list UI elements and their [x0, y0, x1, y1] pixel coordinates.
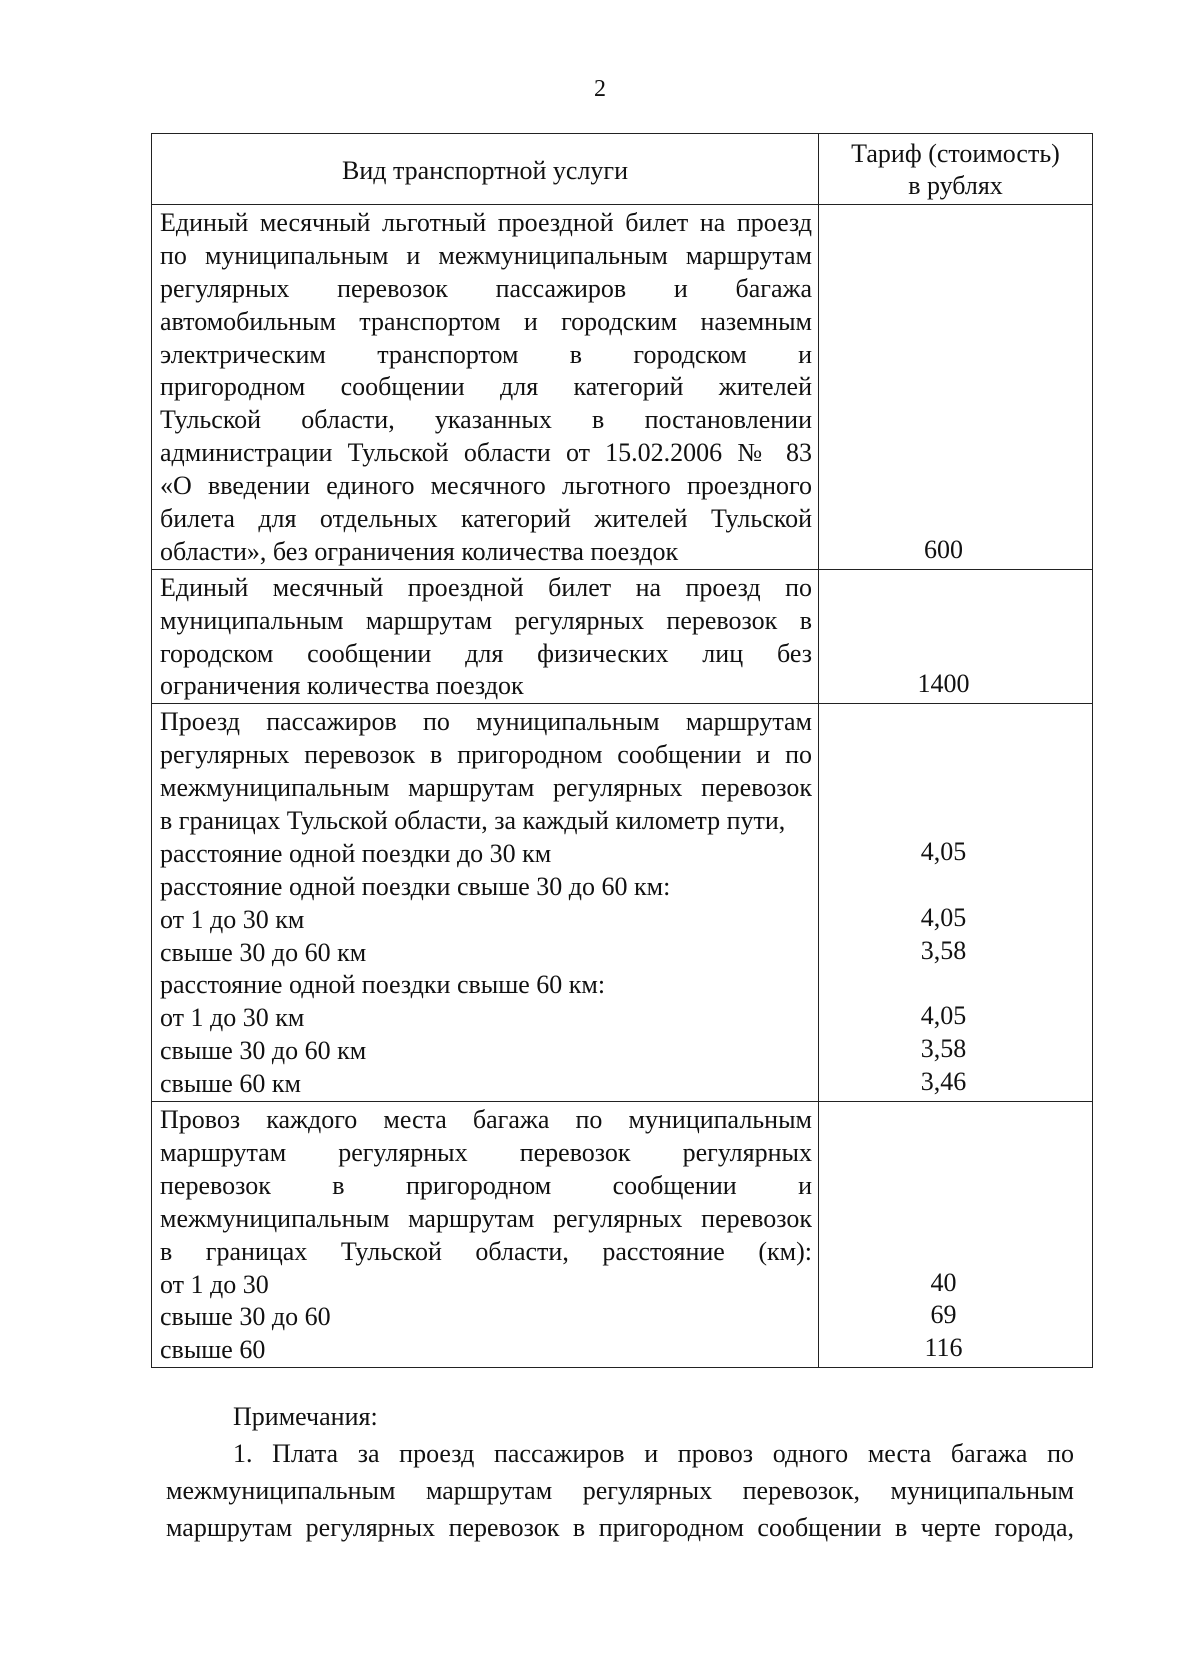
service-cell — [152, 1102, 819, 1368]
tariff-value — [819, 967, 1092, 1000]
service-line: по муниципальным и межмуниципальным маршрутам — [160, 240, 812, 270]
note-line: 1. Плата за проезд пассажиров и провоз одного места багажа по — [233, 1439, 1074, 1468]
tariff-value — [819, 271, 1092, 304]
tariff-value — [819, 869, 1092, 902]
service-line: пригородном сообщении для категорий жителей — [160, 372, 812, 402]
service-line: свыше 30 до 60 км — [160, 1036, 367, 1066]
tariff-value — [819, 603, 1092, 636]
service-line: от 1 до 30 км — [160, 904, 305, 934]
tariff-value: 3,46 — [920, 1067, 967, 1097]
service-line: перевозок в пригородном сообщении и — [160, 1170, 812, 1200]
tariff-table — [151, 133, 1093, 1368]
service-line: свыше 60 км — [160, 1069, 301, 1099]
service-line: автомобильным транспортом и городским наземным — [160, 306, 812, 336]
service-line: билета для отдельных категорий жителей Тульской — [160, 504, 812, 534]
notes-section — [166, 1398, 1074, 1546]
tariff-value — [819, 304, 1092, 337]
service-line: «О введении единого месячного льготного проездного — [160, 471, 812, 501]
service-line: в границах Тульской области, расстояние (км): — [160, 1236, 812, 1266]
service-line: Единый месячный проездной билет на проезд по — [160, 572, 812, 602]
service-line: Единый месячный льготный проездной билет на проезд — [160, 208, 812, 237]
service-line: расстояние одной поездки до 30 км — [160, 838, 552, 868]
tariff-value: 69 — [930, 1300, 957, 1330]
tariff-value: 1400 — [917, 669, 970, 699]
service-line: от 1 до 30 — [160, 1269, 269, 1299]
service-line: Провоз каждого места багажа по муниципальным — [160, 1105, 812, 1135]
tariff-value — [819, 402, 1092, 435]
service-line: администрации Тульской области от 15.02.2006 № 83 — [160, 438, 812, 468]
tariff-value — [819, 337, 1092, 370]
page-number: 2 — [594, 76, 606, 102]
tariff-value: 3,58 — [920, 1034, 967, 1064]
tariff-cell — [819, 205, 1093, 570]
tariff-value — [819, 1102, 1092, 1135]
tariff-value — [819, 803, 1092, 836]
service-line: свыше 30 до 60 км — [160, 937, 367, 967]
header-service: Вид транспортной услуги — [152, 134, 819, 205]
tariff-cell — [819, 1102, 1093, 1368]
tariff-value — [819, 704, 1092, 737]
service-line: свыше 60 — [160, 1335, 266, 1365]
tariff-value: 4,05 — [920, 1001, 967, 1031]
service-line: электрическим транспортом в городском и — [160, 339, 812, 369]
tariff-value — [819, 770, 1092, 803]
service-line: свыше 30 до 60 — [160, 1302, 331, 1332]
tariff-cell — [819, 569, 1093, 704]
header-tariff — [819, 134, 1093, 205]
tariff-value — [819, 435, 1092, 468]
header-tariff-line: Тариф (стоимость) — [851, 139, 1060, 168]
tariff-value — [819, 501, 1092, 534]
service-line: Тульской области, указанных в постановлении — [160, 405, 812, 435]
service-cell — [152, 704, 819, 1102]
tariff-value — [819, 369, 1092, 402]
note-line: межмуниципальным маршрутам регулярных перевозок, муниципальным — [166, 1476, 1074, 1505]
note-line: маршрутам регулярных перевозок в пригородном сообщении в черте города, — [166, 1513, 1074, 1542]
tariff-value — [819, 1201, 1092, 1234]
tariff-value — [819, 636, 1092, 669]
service-line: городском сообщении для физических лиц без — [160, 638, 812, 668]
tariff-value — [819, 1135, 1092, 1168]
service-line: ограничения количества поездок — [160, 671, 524, 701]
service-cell — [152, 205, 819, 570]
tariff-value: 40 — [930, 1267, 957, 1297]
service-line: межмуниципальным маршрутам регулярных перевозок — [160, 773, 812, 803]
tariff-value — [819, 1234, 1092, 1267]
service-line: межмуниципальным маршрутам регулярных перевозок — [160, 1203, 812, 1233]
notes-title: Примечания: — [233, 1402, 378, 1431]
service-line: области», без ограничения количества поездок — [160, 536, 679, 566]
tariff-value — [819, 468, 1092, 501]
tariff-value: 600 — [924, 534, 963, 564]
service-line: расстояние одной поездки свыше 60 км: — [160, 970, 606, 1000]
service-line: от 1 до 30 км — [160, 1003, 305, 1033]
tariff-value: 116 — [924, 1333, 963, 1363]
tariff-value: 3,58 — [920, 935, 967, 965]
service-cell — [152, 569, 819, 704]
tariff-value — [819, 238, 1092, 271]
tariff-cell — [819, 704, 1093, 1102]
tariff-value — [819, 1168, 1092, 1201]
tariff-value — [819, 205, 1092, 238]
table-row — [152, 704, 1093, 1102]
service-line: муниципальным маршрутам регулярных перевозок в — [160, 605, 812, 635]
table-row — [152, 569, 1093, 704]
tariff-value: 4,05 — [920, 836, 967, 866]
service-line: расстояние одной поездки свыше 30 до 60 км: — [160, 871, 671, 901]
table-row — [152, 1102, 1093, 1368]
table-row — [152, 205, 1093, 570]
service-line: регулярных перевозок пассажиров и багажа — [160, 273, 812, 303]
tariff-value — [819, 737, 1092, 770]
tariff-value: 4,05 — [920, 902, 967, 932]
service-line: в границах Тульской области, за каждый километр пути, — [160, 806, 786, 836]
table-header-row — [152, 134, 1093, 205]
service-line: Проезд пассажиров по муниципальным маршрутам — [160, 707, 812, 737]
service-line: маршрутам регулярных перевозок регулярных — [160, 1137, 812, 1167]
header-tariff-line: в рублях — [908, 171, 1003, 200]
tariff-value — [819, 570, 1092, 603]
service-line: регулярных перевозок в пригородном сообщении и по — [160, 740, 812, 770]
